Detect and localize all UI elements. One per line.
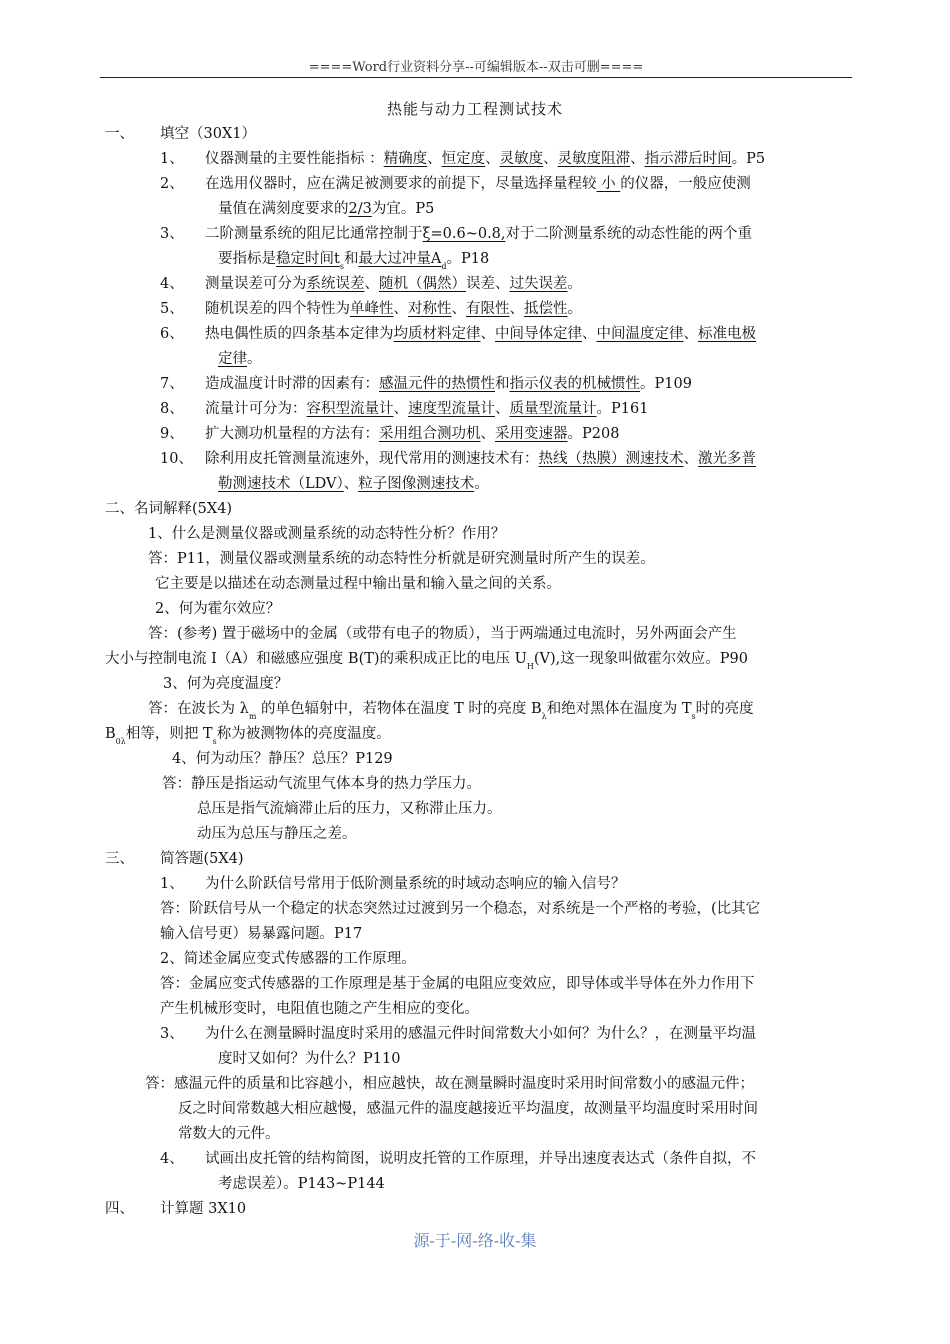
item-4-text: 测量误差可分为系统误差、随机（偶然）误差、过失误差。 (205, 276, 582, 292)
item-1-number: 1、 (160, 151, 184, 167)
item-7-text: 造成温度计时滞的因素有：感温元件的热惯性和指示仪表的机械惯性。P109 (205, 376, 692, 392)
s3-question-3-line1: 为什么在测量瞬时温度时采用的感温元件时间常数大小如何？为什么？，在测量平均温 (205, 1026, 756, 1042)
s3-answer-3-line2: 反之时间常数越大相应越慢，感温元件的温度越接近平均温度，故测量平均温度时采用时间 (178, 1101, 758, 1117)
s3-question-1: 为什么阶跃信号常用于低阶测量系统的时域动态响应的输入信号？ (205, 876, 626, 892)
item-10-text-line1: 除利用皮托管测量流速外，现代常用的测速技术有：热线（热膜）测速技术、激光多普 (205, 451, 756, 467)
s2-question-2: 2、何为霍尔效应？ (155, 601, 281, 617)
item-3-text-line1: 二阶测量系统的阻尼比通常控制于ξ=0.6~0.8,对于二阶测量系统的动态性能的两个重 (205, 226, 753, 242)
s3-question-4-number: 4、 (160, 1151, 184, 1167)
section-4-heading: 计算题 3X10 (160, 1201, 247, 1217)
s2-question-1: 1、什么是测量仪器或测量系统的动态特性分析？作用？ (148, 526, 506, 542)
s3-answer-2-line2: 产生机械形变时，电阻值也随之产生相应的变化。 (160, 1001, 479, 1017)
item-2-text-line2: 量值在满刻度要求的2/3为宜。P5 (218, 201, 435, 217)
s2-question-4: 4、何为动压？静压？总压？P129 (172, 751, 393, 767)
section-3-heading: 简答题(5X4) (160, 851, 244, 867)
s2-answer-4-line2: 总压是指气流熵滞止后的压力，又称滞止压力。 (197, 801, 502, 817)
section-3-number: 三、 (105, 851, 134, 867)
item-6-text-line2: 定律。 (218, 351, 262, 367)
page-header: ====Word行业资料分享--可编辑版本--双击可删==== (100, 56, 852, 78)
s3-question-1-number: 1、 (160, 876, 184, 892)
item-8-number: 8、 (160, 401, 184, 417)
document-title: 热能与动力工程测试技术 (386, 100, 563, 118)
s3-answer-3-line1: 答：感温元件的质量和比容越小，相应越快，故在测量瞬时温度时采用时间常数小的感温元件； (145, 1076, 754, 1092)
item-10-number: 10、 (160, 451, 193, 467)
item-1-text: 仪器测量的主要性能指标 ：精确度、恒定度、灵敏度、灵敏度阻滞、指示滞后时间。P5 (205, 151, 766, 167)
s3-answer-2-line1: 答：金属应变式传感器的工作原理是基于金属的电阻应变效应，即导体或半导体在外力作用下 (160, 976, 755, 992)
item-6-text-line1: 热电偶性质的四条基本定律为均质材料定律、中间导体定律、中间温度定律、标准电极 (205, 326, 756, 342)
s2-question-3: 3、何为亮度温度？ (163, 676, 289, 692)
section-1-number: 一、 (105, 126, 134, 142)
s3-question-3-number: 3、 (160, 1026, 184, 1042)
item-9-text: 扩大测功机量程的方法有：采用组合测功机、采用变速器。P208 (205, 426, 620, 442)
item-5-text: 随机误差的四个特性为单峰性、对称性、有限性、抵偿性。 (205, 301, 582, 317)
s2-answer-2-line1: 答：(参考) 置于磁场中的金属（或带有电子的物质），当于两端通过电流时，另外两面会产生 (148, 626, 737, 642)
item-2-number: 2、 (160, 176, 184, 192)
s2-answer-1-line2: 它主要是以描述在动态测量过程中输出量和输入量之间的关系。 (155, 576, 561, 592)
s3-question-3-line2: 度时又如何？为什么？P110 (218, 1051, 401, 1067)
s2-answer-1-line1: 答：P11，测量仪器或测量系统的动态特性分析就是研究测量时所产生的误差。 (148, 551, 655, 567)
section-2-heading: 二、名词解释(5X4) (105, 501, 233, 517)
section-4-number: 四、 (105, 1201, 134, 1217)
item-6-number: 6、 (160, 326, 184, 342)
item-2-text-line1: 在选用仪器时，应在满足被测要求的前提下，尽量选择量程较 小 的仪器，一般应使测 (205, 176, 751, 192)
page-footer: 源-于-网-络-收-集 (413, 1231, 537, 1250)
s3-question-4-line1: 试画出皮托管的结构简图，说明皮托管的工作原理，并导出速度表达式（条件自拟，不 (205, 1151, 756, 1167)
item-3-text-line2: 要指标是稳定时间$t_s$和最大过冲量$A_d$。P18 (218, 251, 490, 271)
s3-answer-1-line2: 输入信号更）易暴露问题。P17 (160, 926, 363, 942)
item-10-text-line2: 勒测速技术（LDV）、粒子图像测速技术。 (218, 476, 489, 492)
s2-answer-4-line3: 动压为总压与静压之差。 (197, 826, 357, 842)
item-5-number: 5、 (160, 301, 184, 317)
s2-answer-4-line1: 答：静压是指运动气流里气体本身的热力学压力。 (162, 776, 481, 792)
s3-answer-1-line1: 答：阶跃信号从一个稳定的状态突然过过渡到另一个稳态，对系统是一个严格的考验，(比其它 (160, 901, 761, 917)
s3-answer-3-line3: 常数大的元件。 (178, 1126, 280, 1142)
s2-answer-2-line2: 大小与控制电流 I（A）和磁感应强度 B(T)的乘积成正比的电压 $U_H(V)$,这一现象叫做霍尔效应。P90 (105, 651, 748, 671)
s2-answer-3-line2: $B_{0\lambda}$相等，则把 $T_s$称为被测物体的亮度温度。 (105, 726, 391, 746)
item-3-number: 3、 (160, 226, 184, 242)
item-9-number: 9、 (160, 426, 184, 442)
item-8-text: 流量计可分为：容积型流量计、速度型流量计、质量型流量计。P161 (205, 401, 649, 417)
section-1-heading: 填空（30X1） (160, 126, 256, 142)
s3-question-2: 2、简述金属应变式传感器的工作原理。 (160, 951, 416, 967)
item-4-number: 4、 (160, 276, 184, 292)
item-7-number: 7、 (160, 376, 184, 392)
s2-answer-3-line1: 答：在波长为 $\lambda_m$ 的单色辐射中，若物体在温度 T 时的亮度 $B_\lambda$和绝对黑体在温度为 $T_s$时的亮度 (148, 701, 754, 721)
s3-question-4-line2: 考虑误差）。P143~P144 (218, 1176, 385, 1192)
